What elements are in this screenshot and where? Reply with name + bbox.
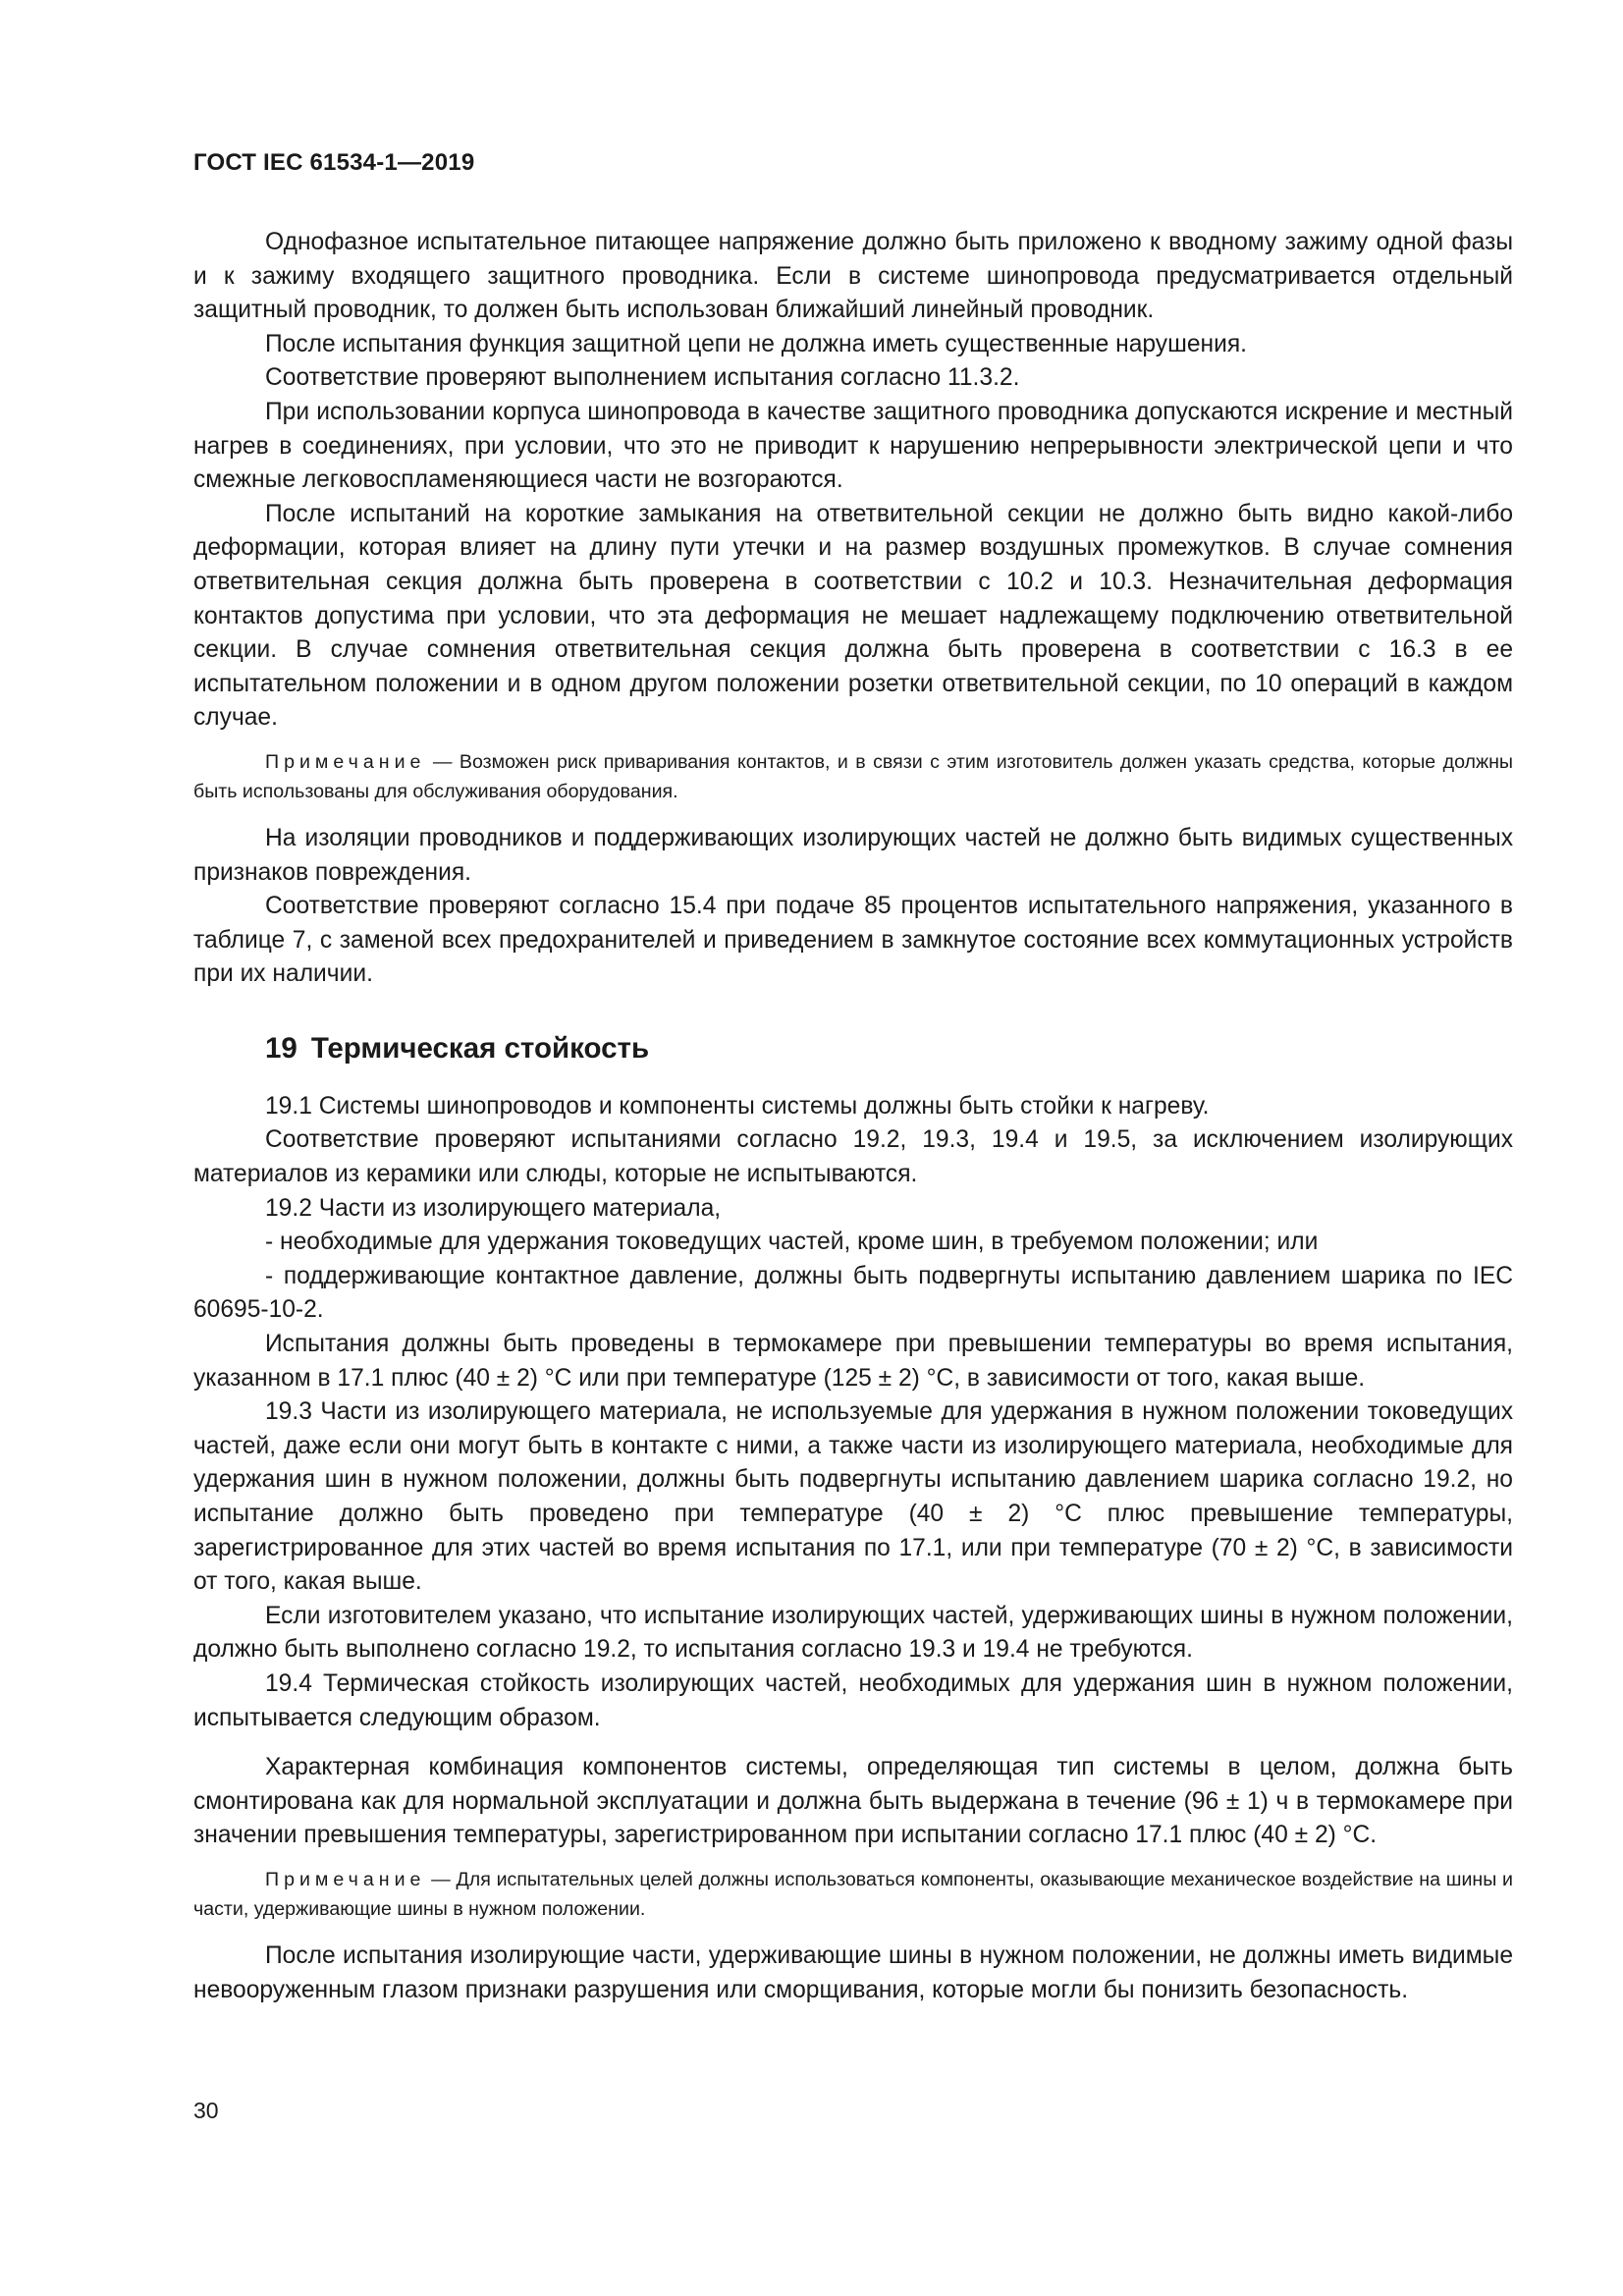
note-text: — Возможен риск приваривания контактов, и в связи с этим изготовитель должен указать средства, которые должны быть использованы для обслуживания оборудования. [193,750,1513,802]
page-body [193,226,1513,2007]
list-item: - необходимые для удержания токоведущих частей, кроме шин, в требуемом положении; или [265,1229,1319,1256]
paragraph: Соответствие проверяют испытаниями согласно 19.2, 19.3, 19.4 и 19.5, за исключением изолирующих материалов из керамики или слюды, которые не испытываются. [193,1126,1513,1188]
paragraph: На изоляции проводников и поддерживающих изолирующих частей не должно быть видимых существенных признаков повреждения. [193,824,1513,886]
note-label: Примечание [265,1868,426,1890]
page-number: 30 [193,2098,219,2123]
paragraph: Соответствие проверяют согласно 15.4 при подаче 85 процентов испытательного напряжения, указанного в таблице 7, с заменой всех предохранителей и приведением в замкнутое состояние всех коммутационных устройств при их наличии. [193,893,1513,988]
paragraph: 19.1 Системы шинопроводов и компоненты системы должны быть стойки к нагреву. [265,1092,1210,1120]
paragraph: Испытания должны быть проведены в термокамере при превышении температуры во время испытания, указанном в 17.1 плюс (40 ± 2) °C или при температуре (125 ± 2) °C, в зависимости от того, какая выше. [193,1331,1513,1392]
section-heading [265,1031,1513,1066]
running-header: ГОСТ IEC 61534-1—2019 [193,149,475,176]
section-title: Термическая стойкость [310,1031,650,1065]
note-text: — Для испытательных целей должны использоваться компоненты, оказывающие механическое воздействие на шины и части, удерживающие шины в нужном положении. [193,1868,1513,1920]
note-block [193,1865,1513,1924]
paragraph: Характерная комбинация компонентов системы, определяющая тип системы в целом, должна быть смонтирована как для нормальной эксплуатации и должна быть выдержана в течение (96 ± 1) ч в термокамере при значении превышения температуры, зарегистрированном при испытании согласно 17.1 плюс (40 ± 2) °C. [193,1754,1513,1849]
paragraph: После испытаний на короткие замыкания на ответвительной секции не должно быть видно какой-либо деформации, которая влияет на длину пути утечки и на размер воздушных промежутков. В случае сомнения ответвительная секция должна быть проверена в соответствии с 10.2 и 10.3. Незначительная деформация контактов допустима при условии, что эта деформация не мешает надлежащему подключению ответвительной секции. В случае сомнения ответвительная секция должна быть проверена в соответствии с 16.3 в ее испытательном положении и в одном другом положении розетки ответвительной секции, по 10 операций в каждом случае. [193,500,1513,732]
paragraph: Однофазное испытательное питающее напряжение должно быть приложено к вводному зажиму одной фазы и к зажиму входящего защитного проводника. Если в системе шинопровода предусматривается отдельный защитный проводник, то должен быть использован ближайший линейный проводник. [193,229,1513,324]
list-item: - поддерживающие контактное давление, должны быть подвергнуты испытанию давлением шарика по IEC 60695-10-2. [193,1262,1513,1324]
paragraph: 19.2 Части из изолирующего материала, [265,1194,722,1222]
section-number: 19 [265,1031,298,1065]
paragraph: 19.3 Части из изолирующего материала, не используемые для удержания в нужном положении токоведущих частей, даже если они могут быть в контакте с ними, а также части из изолирующего материала, необходимые для удержания шин в нужном положении, должны быть подвергнуты испытанию давлением шарика согласно 19.2, но испытание должно быть проведено при температуре (40 ± 2) °C плюс превышение температуры, зарегистрированное для этих частей во время испытания по 17.1, или при температуре (70 ± 2) °C, в зависимости от того, какая выше. [193,1398,1513,1596]
note-label: Примечание [265,750,426,773]
note-block [193,747,1513,806]
paragraph: После испытания функция защитной цепи не должна иметь существенные нарушения. [265,330,1247,357]
paragraph: После испытания изолирующие части, удерживающие шины в нужном положении, не должны иметь видимые невооруженным глазом признаки разрушения или сморщивания, которые могли бы понизить безопасность. [193,1941,1513,2003]
paragraph: Если изготовителем указано, что испытание изолирующих частей, удерживающих шины в нужном положении, должно быть выполнено согласно 19.2, то испытания согласно 19.3 и 19.4 не требуются. [193,1602,1513,1664]
paragraph: Соответствие проверяют выполнением испытания согласно 11.3.2. [265,364,1020,392]
paragraph: При использовании корпуса шинопровода в качестве защитного проводника допускаются искрение и местный нагрев в соединениях, при условии, что это не приводит к нарушению непрерывности электрической цепи и что смежные легковоспламеняющиеся части не возгораются. [193,398,1513,494]
paragraph: 19.4 Термическая стойкость изолирующих частей, необходимых для удержания шин в нужном положении, испытывается следующим образом. [193,1669,1513,1731]
